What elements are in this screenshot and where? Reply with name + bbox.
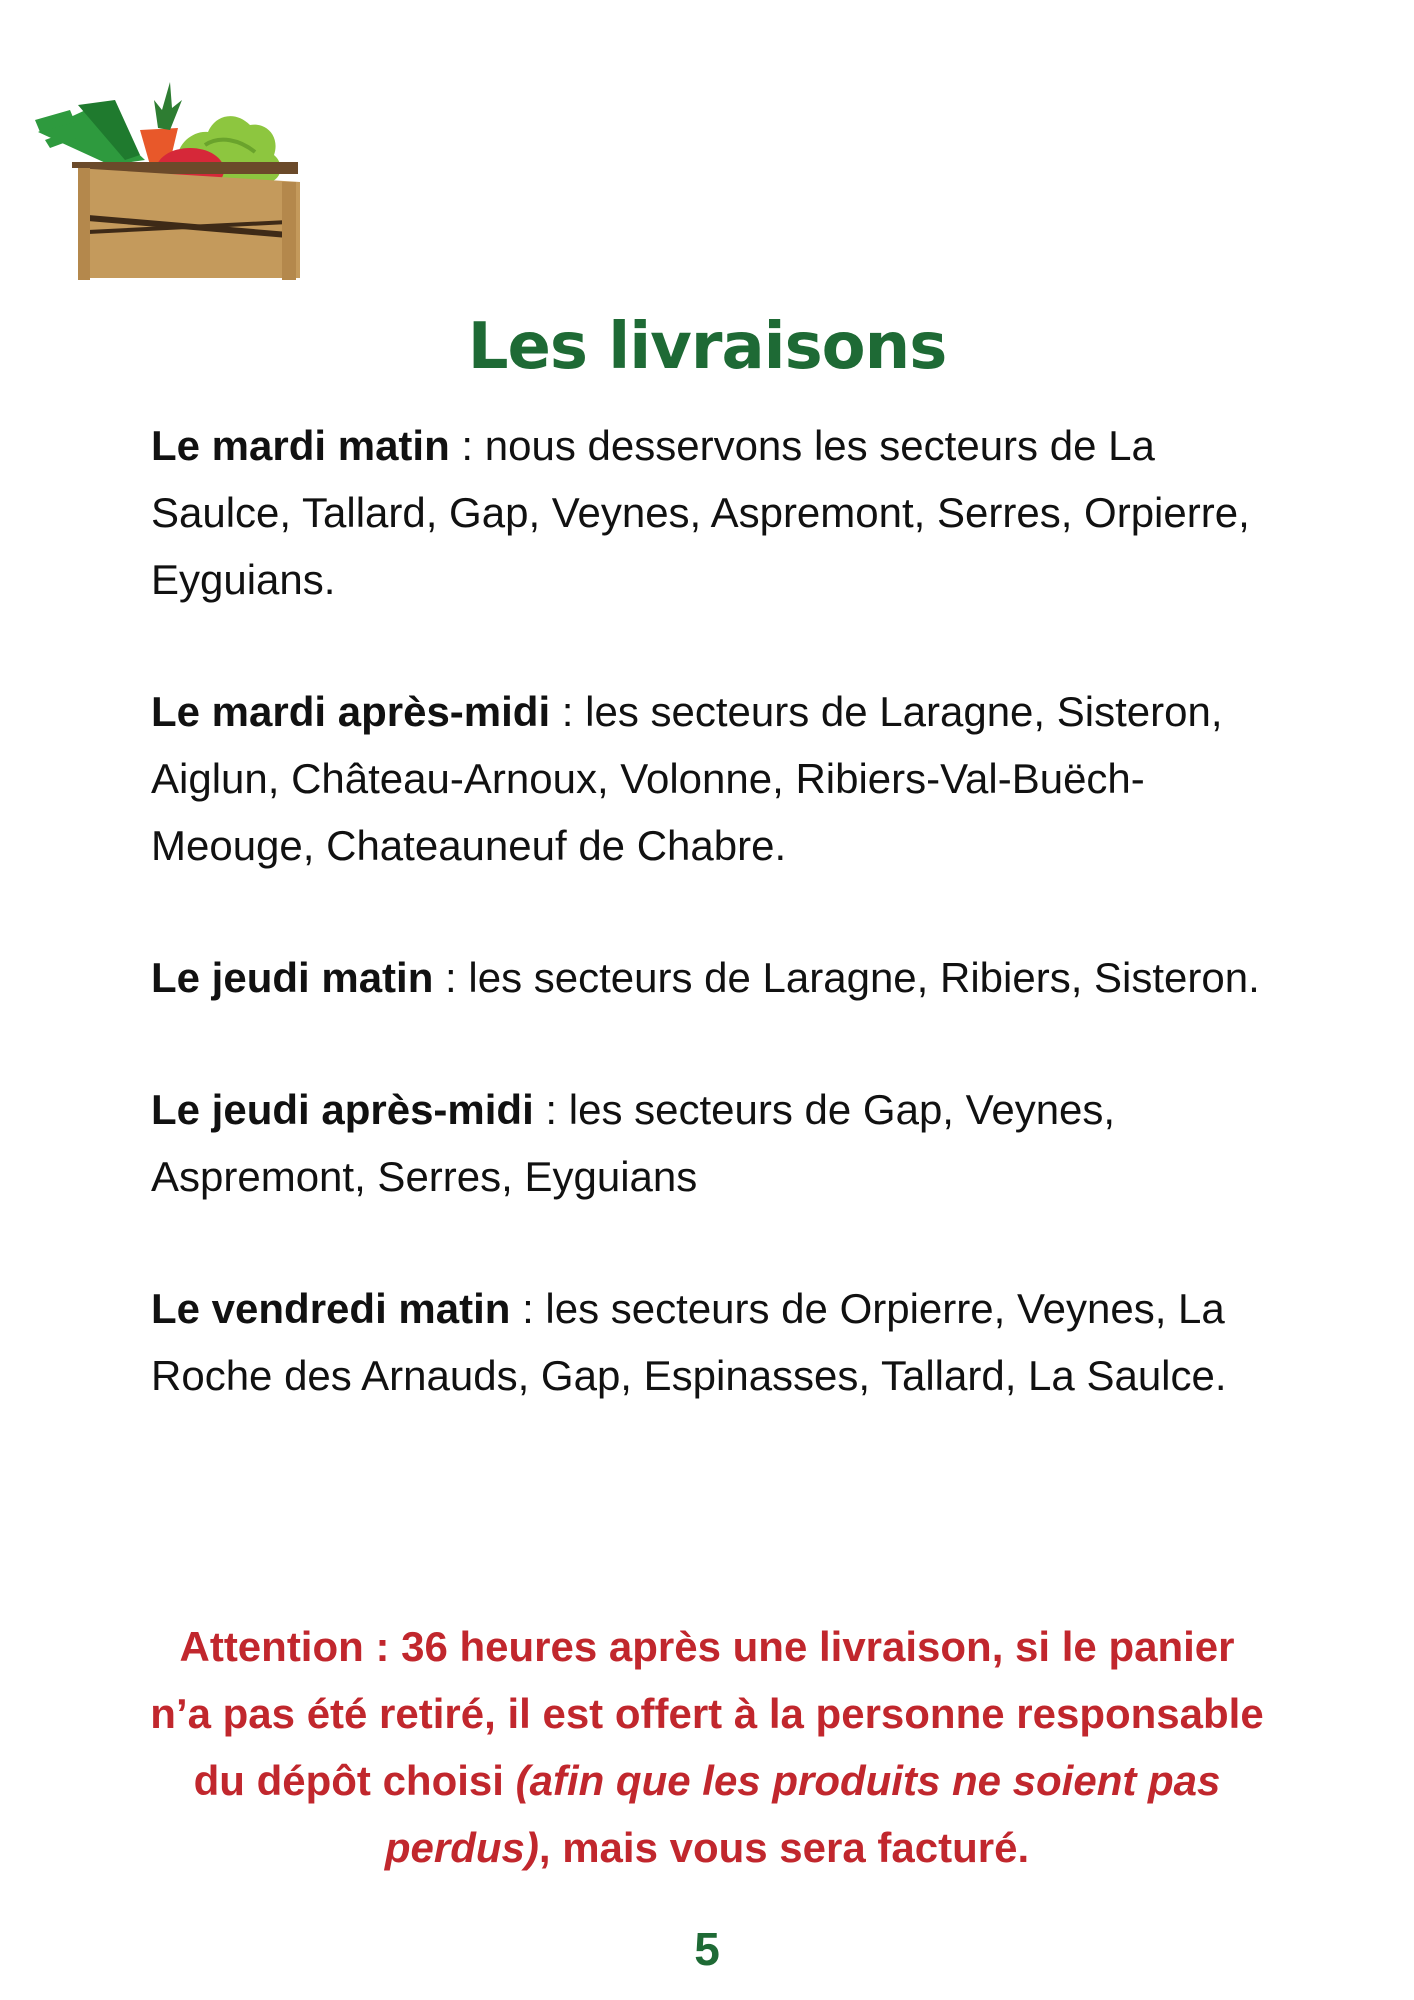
delivery-day: Le mardi matin bbox=[151, 422, 450, 469]
delivery-sectors: : nous desservons les secteurs de La Saulce, Tallard, Gap, Veynes, Aspremont, Serres, Orpierre, Eyguians. bbox=[151, 422, 1250, 603]
delivery-sectors: : les secteurs de Orpierre, Veynes, La Roche des Arnauds, Gap, Espinasses, Tallard, La Saulce. bbox=[151, 1285, 1227, 1399]
delivery-day: Le jeudi matin bbox=[151, 954, 434, 1001]
warning-notice bbox=[150, 1613, 1264, 1881]
delivery-day: Le mardi après-midi bbox=[151, 688, 551, 735]
delivery-sectors: : les secteurs de Laragne, Ribiers, Sisteron. bbox=[433, 954, 1260, 1001]
delivery-day: Le jeudi après-midi bbox=[151, 1086, 534, 1133]
vegetable-crate-icon bbox=[30, 70, 310, 290]
delivery-paragraph bbox=[151, 944, 1291, 1011]
delivery-paragraph bbox=[151, 1275, 1291, 1409]
delivery-schedule bbox=[151, 412, 1291, 1474]
delivery-paragraph bbox=[151, 678, 1291, 879]
delivery-paragraph bbox=[151, 412, 1291, 613]
warning-italic: (afin que les produits ne soient pas perdus) bbox=[384, 1757, 1221, 1871]
delivery-day: Le vendredi matin bbox=[151, 1285, 511, 1332]
page-number: 5 bbox=[694, 1923, 720, 1975]
delivery-sectors: : les secteurs de Laragne, Sisteron, Aiglun, Château-Arnoux, Volonne, Ribiers-Val-Buëch-Meouge, Chateauneuf de Chabre. bbox=[151, 688, 1223, 869]
warning-text: Attention : 36 heures après une livraison, si le panier n’a pas été retiré, il est offert à la personne responsable du dépôt choisi bbox=[150, 1623, 1264, 1804]
delivery-sectors: : les secteurs de Gap, Veynes, Aspremont, Serres, Eyguians bbox=[151, 1086, 1116, 1200]
page-title: Les livraisons bbox=[467, 310, 947, 384]
delivery-paragraph bbox=[151, 1076, 1291, 1210]
warning-text-end: , mais vous sera facturé. bbox=[538, 1824, 1030, 1871]
